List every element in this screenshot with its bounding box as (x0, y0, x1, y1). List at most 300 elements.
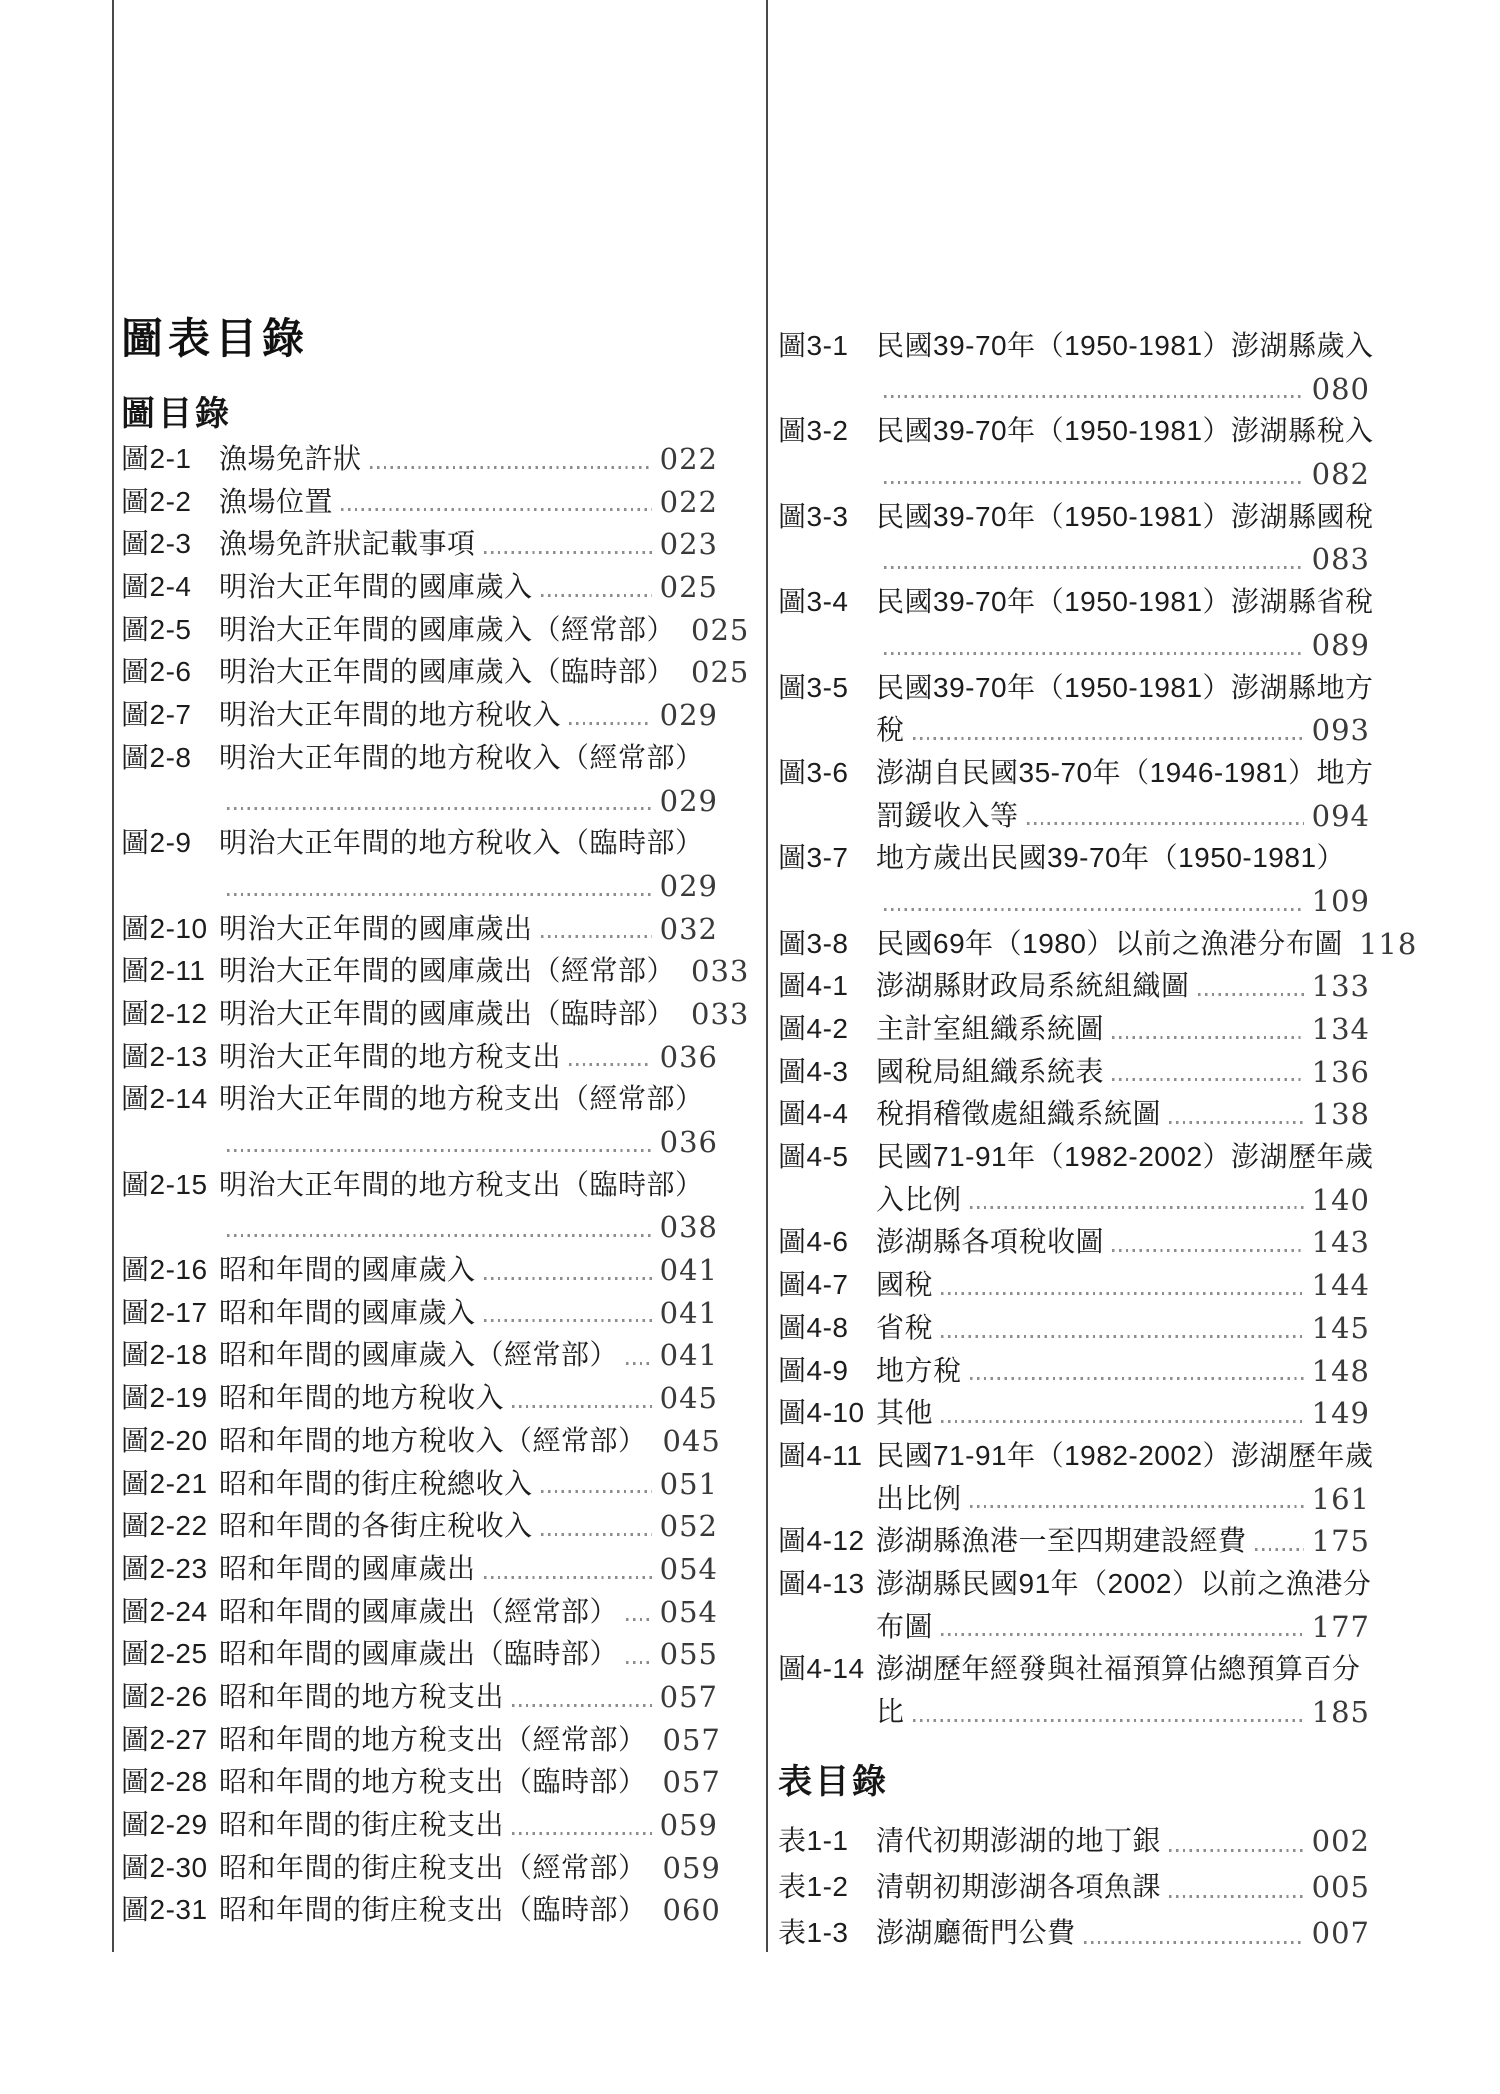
entry-title: 明治大正年間的地方稅支出（經常部） (219, 1083, 704, 1115)
dotted-leader (541, 594, 652, 597)
dotted-leader (1027, 822, 1304, 825)
dotted-leader (941, 1292, 1304, 1295)
toc-entry (121, 1804, 718, 1847)
entry-title: 其他 (876, 1397, 934, 1429)
entry-title: 昭和年間的街庄稅支出（經常部） (219, 1851, 647, 1883)
entry-label: 圖4-6 (778, 1226, 849, 1258)
toc-entry (778, 1648, 1370, 1691)
toc-entry-continuation (778, 709, 1370, 752)
dotted-leader (512, 1832, 652, 1835)
entry-title: 澎湖縣各項稅收圖 (876, 1226, 1105, 1258)
entry-label: 表1-1 (778, 1824, 849, 1856)
entry-label: 圖4-3 (778, 1055, 849, 1087)
toc-entry (121, 1847, 721, 1890)
entry-title: 澎湖縣民國91年（2002）以前之漁港分 (876, 1567, 1372, 1599)
left-page-rule (112, 0, 114, 1952)
toc-entry-continuation (121, 1206, 718, 1249)
entry-page-number: 059 (659, 1808, 718, 1842)
toc-entry (121, 1719, 721, 1762)
entry-page-number: 148 (1311, 1353, 1370, 1388)
entry-title: 澎湖廳衙門公費 (876, 1916, 1076, 1948)
entry-label: 表1-2 (778, 1870, 849, 1902)
entry-label: 圖2-3 (121, 528, 192, 560)
entry-page-number: 109 (1311, 883, 1370, 918)
entry-page-number: 033 (691, 996, 750, 1031)
toc-entry (121, 694, 718, 737)
dotted-leader (370, 466, 652, 469)
entry-title: 稅捐稽徵處組織系統圖 (876, 1098, 1162, 1130)
dotted-leader (484, 1319, 652, 1322)
toc-entry (121, 1164, 718, 1207)
entry-page-number: 185 (1311, 1695, 1370, 1729)
entry-page-number: 149 (1311, 1396, 1370, 1431)
entry-title: 民國39-70年（1950-1981）澎湖縣歲入 (876, 330, 1374, 361)
entry-page-number: 029 (659, 868, 718, 903)
entry-page-number: 057 (662, 1722, 721, 1757)
entry-title: 清朝初期澎湖各項魚課 (876, 1870, 1162, 1902)
toc-entry-continuation (778, 453, 1370, 496)
entry-label: 圖2-7 (121, 699, 192, 731)
toc-entry (778, 1910, 1370, 1956)
entry-title: 澎湖縣漁港一至四期建設經費 (876, 1525, 1247, 1557)
toc-entry (778, 1221, 1370, 1264)
toc-entry-continuation (778, 1478, 1370, 1521)
entry-title: 昭和年間的國庫歲入 (219, 1254, 476, 1286)
entry-label: 圖2-11 (121, 955, 206, 987)
toc-entry-continuation (121, 1121, 718, 1164)
toc-entry (778, 752, 1374, 795)
entry-label: 圖3-5 (778, 671, 849, 703)
dotted-leader (484, 1576, 652, 1579)
figures-section-heading: 圖目錄 (121, 395, 232, 433)
toc-entry (121, 1889, 721, 1932)
entry-title: 昭和年間的國庫歲入（經常部） (219, 1339, 619, 1371)
entry-label: 圖4-9 (778, 1354, 849, 1386)
entry-title: 明治大正年間的國庫歲出 (219, 912, 533, 944)
entry-page-number: 041 (659, 1295, 718, 1330)
toc-entry (121, 1676, 718, 1719)
toc-entry (121, 1761, 721, 1804)
entry-title-continued: 布圖 (876, 1610, 934, 1642)
entry-title: 明治大正年間的地方稅支出 (219, 1040, 562, 1072)
toc-entry-continuation (778, 795, 1370, 838)
entry-page-number: 055 (659, 1637, 718, 1672)
entry-title: 澎湖縣財政局系統組織圖 (876, 970, 1190, 1002)
dotted-leader (941, 1633, 1304, 1636)
entry-page-number: 007 (1311, 1915, 1370, 1950)
entry-page-number: 093 (1311, 713, 1370, 748)
toc-entry-continuation (778, 368, 1370, 411)
entry-title: 昭和年間的街庄稅總收入 (219, 1467, 533, 1499)
entry-page-number: 052 (659, 1509, 718, 1544)
entry-label: 圖2-24 (121, 1595, 208, 1627)
entry-title: 明治大正年間的地方稅收入 (219, 699, 562, 731)
entry-label: 圖2-27 (121, 1723, 208, 1755)
toc-entry (778, 1392, 1370, 1435)
toc-entry (121, 1292, 718, 1335)
dotted-leader (626, 1618, 652, 1621)
entry-page-number: 029 (659, 783, 718, 818)
entry-label: 圖2-13 (121, 1040, 208, 1072)
entry-page-number: 054 (659, 1551, 718, 1586)
entry-label: 圖4-13 (778, 1567, 865, 1599)
entry-label: 圖2-17 (121, 1296, 208, 1328)
entry-label: 圖4-4 (778, 1098, 849, 1130)
entry-label: 圖4-7 (778, 1269, 849, 1301)
entry-page-number: 025 (691, 655, 750, 690)
toc-entry-continuation (121, 865, 718, 908)
entry-label: 圖4-5 (778, 1141, 849, 1173)
entry-page-number: 083 (1311, 542, 1370, 577)
entry-title-continued: 罰鍰收入等 (876, 799, 1019, 831)
toc-entry-continuation (778, 1691, 1370, 1734)
dotted-leader (541, 1533, 652, 1536)
entry-label: 圖4-8 (778, 1311, 849, 1343)
dotted-leader (1255, 1548, 1304, 1551)
toc-entry (778, 1008, 1370, 1051)
toc-entry-continuation (121, 780, 718, 823)
toc-entry (778, 1563, 1370, 1606)
entry-label: 圖2-4 (121, 571, 192, 603)
dotted-leader (227, 807, 652, 810)
entry-title: 漁場免許狀記載事項 (219, 528, 476, 560)
entry-page-number: 038 (659, 1210, 718, 1245)
entry-label: 圖2-8 (121, 741, 192, 773)
entry-title: 明治大正年間的地方稅收入（經常部） (219, 741, 704, 773)
entry-label: 圖2-22 (121, 1510, 208, 1542)
entry-title: 昭和年間的國庫歲出（經常部） (219, 1595, 619, 1627)
dotted-leader (626, 1362, 652, 1365)
dotted-leader (541, 935, 652, 938)
toc-entry-continuation (778, 1606, 1370, 1649)
dotted-leader (512, 1704, 652, 1707)
entry-title: 民國39-70年（1950-1981）澎湖縣國稅 (876, 500, 1374, 532)
dotted-leader (970, 1377, 1304, 1380)
entry-page-number: 051 (659, 1466, 718, 1501)
entry-title: 昭和年間的各街庄稅收入 (219, 1510, 533, 1542)
entry-title: 昭和年間的國庫歲出 (219, 1552, 476, 1584)
toc-entry (778, 1435, 1374, 1478)
dotted-leader (1169, 1849, 1304, 1852)
entry-page-number: 045 (659, 1381, 718, 1416)
entry-label: 圖2-2 (121, 485, 192, 517)
dotted-leader (569, 1063, 652, 1066)
toc-entry (778, 496, 1374, 539)
entry-label: 圖2-25 (121, 1638, 208, 1670)
entry-page-number: 060 (662, 1893, 721, 1928)
entry-page-number: 029 (659, 698, 718, 733)
entry-title: 明治大正年間的地方稅支出（臨時部） (219, 1168, 704, 1200)
toc-entry (121, 481, 718, 524)
toc-entry (778, 1136, 1374, 1179)
toc-entry (121, 1078, 718, 1121)
toc-entry (121, 737, 718, 780)
toc-entry (121, 822, 718, 865)
entry-title: 澎湖自民國35-70年（1946-1981）地方 (876, 756, 1374, 788)
toc-entry (121, 1377, 718, 1420)
toc-entry (121, 1463, 718, 1506)
entry-title: 地方歲出民國39-70年（1950-1981） (876, 842, 1346, 874)
entry-title: 明治大正年間的國庫歲入 (219, 571, 533, 603)
entry-page-number: 080 (1311, 371, 1370, 406)
entry-label: 圖2-31 (121, 1894, 208, 1926)
entry-page-number: 033 (691, 954, 750, 989)
entry-page-number: 041 (659, 1338, 718, 1373)
entry-title: 漁場位置 (219, 485, 334, 517)
toc-entry (121, 523, 718, 566)
entry-title: 主計室組織系統圖 (876, 1013, 1105, 1044)
entry-title: 昭和年間的街庄稅支出（臨時部） (219, 1894, 647, 1926)
entry-label: 圖2-20 (121, 1424, 208, 1456)
toc-entry (778, 923, 1418, 966)
entry-label: 圖2-14 (121, 1083, 208, 1115)
entry-page-number: 136 (1311, 1054, 1370, 1089)
entry-title: 明治大正年間的國庫歲出（經常部） (219, 955, 676, 987)
entry-label: 圖2-16 (121, 1254, 208, 1286)
column-divider-rule (766, 0, 768, 1952)
toc-entry (778, 1864, 1370, 1910)
table-list (778, 1818, 1370, 1956)
toc-entry (778, 1350, 1370, 1393)
entry-title: 漁場免許狀 (219, 443, 362, 474)
dotted-leader (227, 1149, 652, 1152)
entry-title: 澎湖歷年經發與社福預算佔總預算百分 (876, 1653, 1361, 1685)
entry-title: 民國69年（1980）以前之漁港分布圖 (876, 927, 1343, 959)
dotted-leader (1112, 1249, 1304, 1252)
toc-entry (778, 1051, 1370, 1094)
entry-label: 圖2-21 (121, 1467, 208, 1499)
toc-entry (778, 965, 1370, 1008)
entry-label: 圖4-2 (778, 1013, 849, 1044)
toc-entry (121, 1249, 718, 1292)
entry-label: 表1-3 (778, 1916, 849, 1948)
entry-label: 圖2-5 (121, 613, 192, 645)
dotted-leader (884, 652, 1304, 655)
entry-label: 圖2-26 (121, 1680, 208, 1712)
toc-entry (121, 438, 718, 481)
entry-title: 民國71-91年（1982-2002）澎湖歷年歲 (876, 1141, 1374, 1173)
dotted-leader (1084, 1941, 1304, 1944)
dotted-leader (227, 893, 652, 896)
toc-entry (121, 566, 718, 609)
entry-title: 昭和年間的地方稅支出（經常部） (219, 1723, 647, 1755)
dotted-leader (1198, 993, 1304, 996)
entry-page-number: 032 (659, 911, 718, 946)
entry-page-number: 057 (662, 1765, 721, 1800)
left-column (121, 312, 750, 1932)
dotted-leader (569, 722, 652, 725)
figure-list-right (778, 325, 1418, 1734)
entry-title: 民國39-70年（1950-1981）澎湖縣地方 (876, 671, 1374, 703)
dotted-leader (884, 481, 1304, 484)
entry-page-number: 133 (1311, 969, 1370, 1004)
toc-entry (778, 410, 1374, 453)
entry-title: 昭和年間的國庫歲入 (219, 1296, 476, 1328)
toc-entry-continuation (778, 1179, 1370, 1222)
entry-label: 圖4-12 (778, 1525, 865, 1557)
toc-entry (121, 1633, 718, 1676)
entry-page-number: 022 (659, 484, 718, 519)
entry-label: 圖2-12 (121, 997, 208, 1029)
entry-title: 國稅 (876, 1269, 934, 1301)
entry-page-number: 036 (659, 1125, 718, 1159)
entry-page-number: 025 (691, 612, 750, 647)
dotted-leader (913, 1719, 1304, 1722)
toc-entry (778, 837, 1370, 880)
entry-title: 民國39-70年（1950-1981）澎湖縣稅入 (876, 415, 1374, 447)
entry-label: 圖3-7 (778, 842, 849, 874)
entry-title: 民國71-91年（1982-2002）澎湖歷年歲 (876, 1439, 1374, 1471)
dotted-leader (884, 566, 1304, 569)
entry-page-number: 082 (1311, 457, 1370, 492)
toc-entry (778, 667, 1374, 710)
toc-entry (121, 609, 750, 652)
entry-title: 明治大正年間的國庫歲入（經常部） (219, 613, 676, 645)
entry-page-number: 118 (1358, 926, 1418, 961)
entry-label: 圖3-2 (778, 415, 849, 447)
entry-label: 圖3-6 (778, 756, 849, 788)
toc-entry (778, 581, 1374, 624)
toc-entry (121, 1505, 718, 1548)
entry-page-number: 045 (662, 1423, 721, 1458)
entry-title: 明治大正年間的國庫歲入（臨時部） (219, 656, 676, 688)
dotted-leader (341, 508, 652, 511)
toc-entry (121, 1036, 718, 1079)
entry-label: 圖2-23 (121, 1552, 208, 1584)
entry-page-number: 022 (659, 442, 718, 476)
entry-label: 圖3-8 (778, 927, 849, 959)
figure-list-left (121, 438, 750, 1932)
entry-title: 國稅局組織系統表 (876, 1055, 1105, 1087)
entry-page-number: 134 (1311, 1012, 1370, 1046)
entry-label: 圖4-11 (778, 1439, 863, 1471)
entry-page-number: 143 (1311, 1225, 1370, 1260)
toc-entry (121, 1334, 718, 1377)
entry-page-number: 094 (1311, 798, 1370, 833)
entry-title-continued: 比 (876, 1696, 905, 1727)
dotted-leader (626, 1661, 652, 1664)
dotted-leader (541, 1490, 652, 1493)
entry-label: 圖3-1 (778, 330, 849, 361)
entry-page-number: 041 (659, 1253, 718, 1288)
entry-title: 昭和年間的街庄稅支出 (219, 1809, 505, 1840)
entry-label: 圖4-1 (778, 970, 849, 1002)
dotted-leader (941, 1420, 1304, 1423)
entry-page-number: 036 (659, 1039, 718, 1074)
dotted-leader (970, 1206, 1304, 1209)
entry-page-number: 144 (1311, 1268, 1370, 1303)
dotted-leader (884, 395, 1304, 398)
dotted-leader (884, 908, 1304, 911)
entry-title: 明治大正年間的地方稅收入（臨時部） (219, 827, 704, 859)
entry-title: 明治大正年間的國庫歲出（臨時部） (219, 997, 676, 1029)
entry-title: 昭和年間的地方稅收入 (219, 1382, 505, 1414)
entry-label: 圖2-18 (121, 1339, 208, 1371)
entry-page-number: 140 (1311, 1182, 1370, 1217)
toc-entry (778, 325, 1374, 368)
entry-page-number: 177 (1311, 1609, 1370, 1644)
entry-title: 昭和年間的地方稅收入（經常部） (219, 1424, 647, 1456)
entry-page-number: 005 (1311, 1869, 1370, 1904)
dotted-leader (1112, 1036, 1304, 1039)
entry-label: 圖2-30 (121, 1851, 208, 1883)
toc-entry-continuation (778, 538, 1370, 581)
entry-label: 圖2-1 (121, 443, 192, 474)
toc-entry (121, 1420, 721, 1463)
toc-entry (121, 1591, 718, 1634)
toc-entry (121, 908, 718, 951)
entry-page-number: 145 (1311, 1310, 1370, 1345)
entry-label: 圖2-29 (121, 1809, 208, 1840)
right-column (778, 323, 1418, 1956)
entry-page-number: 002 (1311, 1823, 1370, 1858)
entry-label: 圖2-19 (121, 1382, 208, 1414)
entry-title: 昭和年間的地方稅支出 (219, 1680, 505, 1712)
entry-title: 地方稅 (876, 1354, 962, 1386)
entry-label: 圖2-28 (121, 1766, 208, 1798)
page-title: 圖表目錄 (121, 314, 310, 363)
dotted-leader (970, 1505, 1304, 1508)
entry-title: 省稅 (876, 1311, 934, 1343)
entry-page-number: 138 (1311, 1097, 1370, 1132)
dotted-leader (913, 737, 1304, 740)
dotted-leader (1169, 1121, 1304, 1124)
entry-label: 圖2-9 (121, 827, 192, 859)
entry-label: 圖2-6 (121, 656, 192, 688)
entry-title: 清代初期澎湖的地丁銀 (876, 1824, 1162, 1856)
entry-label: 圖4-14 (778, 1653, 865, 1685)
dotted-leader (512, 1405, 652, 1408)
dotted-leader (484, 551, 652, 554)
entry-title: 昭和年間的國庫歲出（臨時部） (219, 1638, 619, 1670)
toc-entry (778, 1307, 1370, 1350)
entry-title-continued: 稅 (876, 714, 905, 746)
entry-page-number: 175 (1311, 1524, 1370, 1559)
dotted-leader (484, 1277, 652, 1280)
toc-entry-continuation (778, 880, 1370, 923)
toc-entry (121, 1548, 718, 1591)
toc-entry (778, 1520, 1370, 1563)
entry-title-continued: 入比例 (876, 1183, 962, 1215)
entry-label: 圖2-15 (121, 1168, 208, 1200)
entry-page-number: 023 (659, 527, 718, 562)
entry-label: 圖3-4 (778, 586, 849, 618)
entry-page-number: 059 (662, 1850, 721, 1885)
toc-entry-continuation (778, 624, 1370, 667)
entry-title: 昭和年間的地方稅支出（臨時部） (219, 1766, 647, 1798)
dotted-leader (227, 1234, 652, 1237)
toc-entry (778, 1818, 1370, 1864)
dotted-leader (1169, 1895, 1304, 1898)
entry-label: 圖4-10 (778, 1397, 865, 1429)
toc-entry (778, 1264, 1370, 1307)
toc-entry (778, 1093, 1370, 1136)
entry-page-number: 054 (659, 1594, 718, 1629)
entry-page-number: 057 (659, 1679, 718, 1714)
toc-entry (121, 993, 750, 1036)
entry-label: 圖2-10 (121, 912, 208, 944)
entry-page-number: 025 (659, 570, 718, 605)
entry-page-number: 089 (1311, 627, 1370, 662)
dotted-leader (1112, 1078, 1304, 1081)
entry-label: 圖3-3 (778, 500, 849, 532)
tables-section-heading: 表目錄 (778, 1762, 889, 1801)
entry-title: 民國39-70年（1950-1981）澎湖縣省稅 (876, 586, 1374, 618)
dotted-leader (941, 1335, 1304, 1338)
toc-entry (121, 651, 750, 694)
entry-page-number: 161 (1311, 1481, 1370, 1516)
entry-title-continued: 出比例 (876, 1482, 962, 1514)
